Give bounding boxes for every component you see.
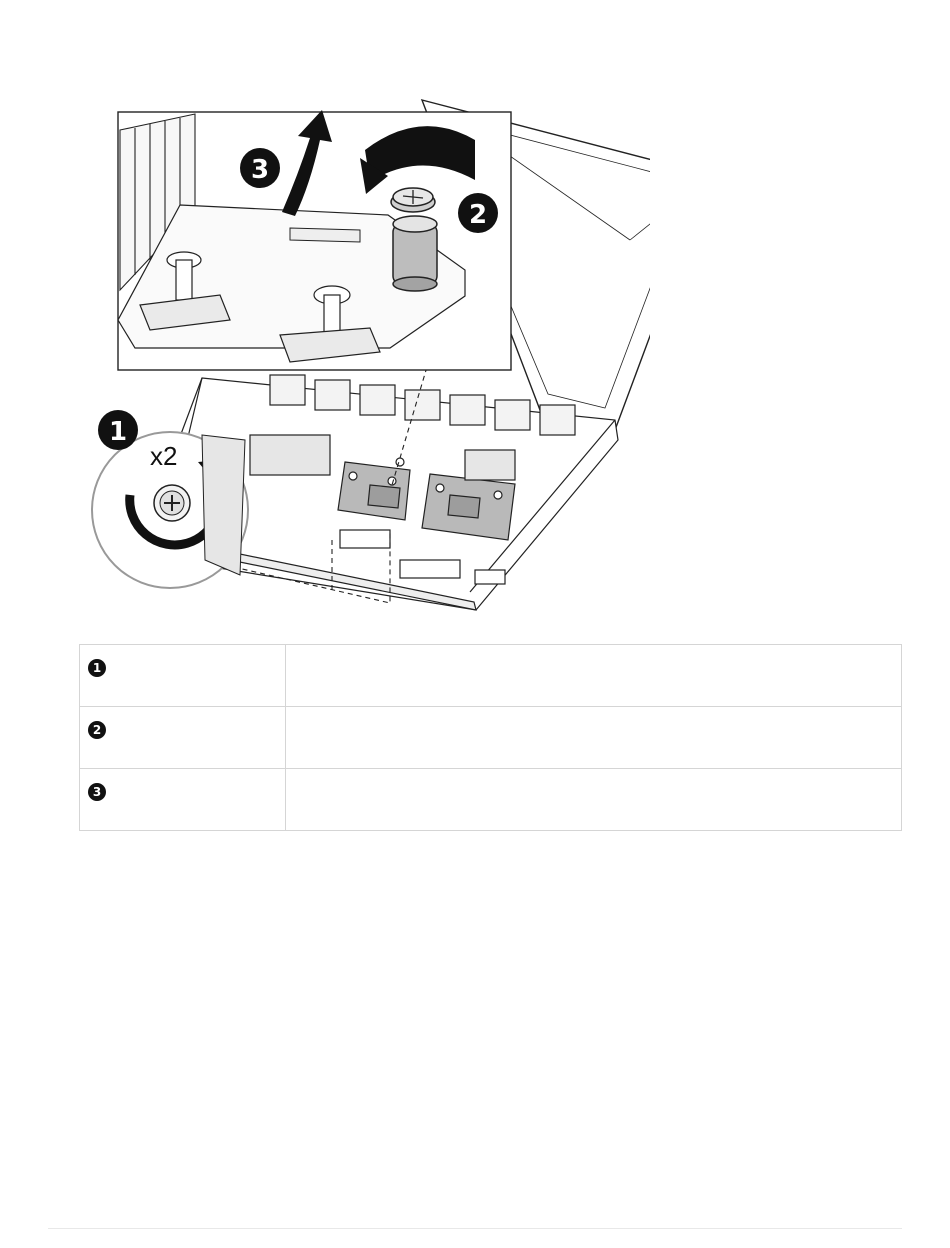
table-row bbox=[80, 645, 902, 707]
inset-detail-box bbox=[118, 110, 511, 370]
callout-table bbox=[79, 644, 902, 831]
step-number-badge: 3 bbox=[88, 783, 106, 801]
step-description bbox=[286, 645, 901, 673]
callout-2-badge bbox=[458, 193, 498, 233]
screw-loosen-detail bbox=[92, 432, 248, 588]
table-row bbox=[80, 769, 902, 831]
callout-3-badge bbox=[240, 148, 280, 188]
callout-2-number: 2 bbox=[468, 200, 488, 230]
controller-module-illustration bbox=[70, 90, 650, 620]
footer-divider bbox=[48, 1228, 902, 1229]
table-row bbox=[80, 707, 902, 769]
step-description bbox=[286, 707, 901, 735]
step-number-badge: 1 bbox=[88, 659, 106, 677]
callout-1-badge bbox=[98, 410, 138, 450]
step-number-badge: 2 bbox=[88, 721, 106, 739]
step-description bbox=[286, 769, 901, 797]
callout-3-number: 3 bbox=[250, 155, 270, 185]
screw-count-label: x2 bbox=[150, 441, 178, 471]
callout-1-number: 1 bbox=[108, 417, 128, 447]
